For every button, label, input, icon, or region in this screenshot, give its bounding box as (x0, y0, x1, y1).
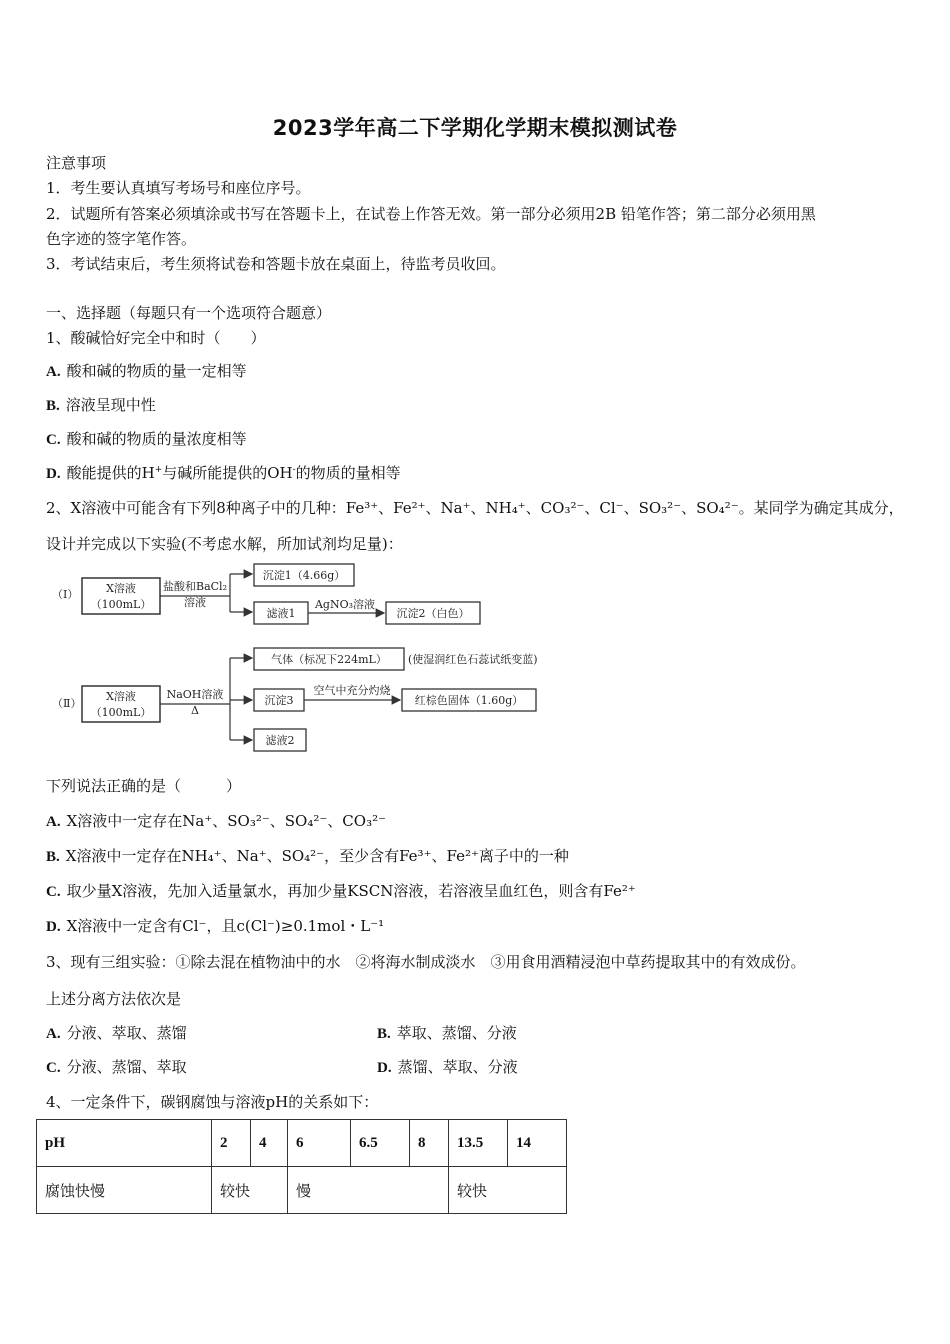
gas-note-text: (使湿润红色石蕊试纸变蓝) (408, 653, 538, 666)
reagent-1-text: 盐酸和BaCl₂ (163, 580, 227, 593)
page-title: 2023学年高二下学期化学期末模拟测试卷 (272, 116, 678, 140)
q1-stem: 1、酸碱恰好完全中和时（ ） (46, 329, 266, 347)
burn-text: 空气中充分灼烧 (313, 684, 391, 697)
option-letter: D. (46, 919, 61, 935)
q2-stem: 2、X溶液中可能含有下列8种离子中的几种：Fe³⁺、Fe²⁺、Na⁺、NH₄⁺、CO₃²⁻、Cl⁻、SO₃²⁻、SO₄²⁻。某同学为确定其成分， (46, 499, 904, 517)
filtrate1-text: 滤液1 (266, 607, 296, 620)
x-solution-2-text: X溶液 (106, 690, 136, 703)
q3-option-a[interactable] (46, 1022, 187, 1043)
option-letter: C. (46, 432, 61, 448)
x-solution-1-text: X溶液 (106, 582, 136, 595)
q3-option-d[interactable] (377, 1056, 518, 1077)
table-cell: 4 (251, 1120, 288, 1167)
table-cell: 腐蚀快慢 (37, 1167, 212, 1214)
table-cell: 6 (288, 1120, 351, 1167)
option-text: 的物质的量相等 (295, 464, 401, 482)
table-cell: 慢 (288, 1167, 449, 1214)
q1-option-c[interactable] (46, 428, 247, 449)
option-letter: A. (46, 1026, 61, 1042)
ppt1-text: 沉淀1（4.66g） (262, 569, 346, 582)
table-cell: pH (37, 1120, 212, 1167)
option-text: 与碱所能提供的OH (162, 464, 293, 482)
label-part-2: （Ⅱ） (52, 697, 82, 710)
agno3-text: AgNO₃溶液 (314, 598, 376, 611)
option-letter: B. (377, 1026, 391, 1042)
x-solution-2-volume: （100mL） (90, 706, 152, 719)
q3-ask: 上述分离方法依次是 (46, 990, 182, 1008)
option-letter: A. (46, 814, 61, 830)
option-text: X溶液中一定含有Cl⁻，且c(Cl⁻)≥0.1mol・L⁻¹ (66, 917, 385, 935)
table-row (37, 1167, 567, 1214)
option-letter: D. (46, 466, 61, 482)
table-row (37, 1120, 567, 1167)
q1-option-a[interactable] (46, 360, 247, 381)
ppt2-text: 沉淀2（白色） (396, 607, 470, 620)
option-letter: C. (46, 884, 61, 900)
q3-option-c[interactable] (46, 1056, 187, 1077)
table-cell: 8 (410, 1120, 449, 1167)
option-text: 酸和碱的物质的量一定相等 (66, 362, 247, 380)
option-text: 分液、蒸馏、萃取 (66, 1058, 187, 1076)
ph-corrosion-table (36, 1119, 567, 1214)
option-letter: B. (46, 398, 60, 414)
q2-option-c[interactable] (46, 880, 636, 901)
notice-item-2: 2．试题所有答案必须填涂或书写在答题卡上，在试卷上作答无效。第一部分必须用2B 铅笔作答；第二部分必须用黑 (46, 205, 816, 223)
table-cell: 较快 (449, 1167, 567, 1214)
gas-text: 气体（标况下224mL） (271, 653, 387, 666)
option-text: 酸能提供的H (66, 464, 155, 482)
option-text: 溶液呈现中性 (65, 396, 156, 414)
table-cell: 14 (508, 1120, 567, 1167)
notice-item-1: 1．考生要认真填写考场号和座位序号。 (46, 179, 311, 197)
option-sup: + (154, 465, 163, 475)
q1-option-b[interactable] (46, 394, 156, 415)
option-letter: C. (46, 1060, 61, 1076)
q2-option-d[interactable] (46, 915, 384, 936)
reagent-1-text-2: 溶液 (184, 596, 206, 609)
x-solution-1-volume: （100mL） (90, 598, 152, 611)
option-text: X溶液中一定存在NH₄⁺、Na⁺、SO₄²⁻，至少含有Fe³⁺、Fe²⁺离子中的一种 (65, 847, 569, 865)
section-heading: 一、选择题（每题只有一个选项符合题意） (46, 304, 332, 322)
notice-item-2-cont: 色字迹的签字笔作答。 (46, 230, 197, 248)
option-letter: D. (377, 1060, 392, 1076)
q4-stem: 4、一定条件下，碳钢腐蚀与溶液pH的关系如下： (46, 1093, 379, 1111)
q2-option-b[interactable] (46, 845, 569, 866)
solid-text: 红棕色固体（1.60g） (414, 694, 524, 707)
q2-ask: 下列说法正确的是（ ） (46, 777, 242, 795)
q2-stem-cont: 设计并完成以下实验(不考虑水解，所加试剂均足量)： (46, 535, 403, 553)
option-letter: B. (46, 849, 60, 865)
table-cell: 较快 (212, 1167, 288, 1214)
option-sup: - (292, 465, 296, 475)
experiment-flow-diagram (40, 560, 580, 760)
notice-item-3: 3．考试结束后，考生须将试卷和答题卡放在桌面上，待监考员收回。 (46, 255, 506, 273)
q3-stem: 3、现有三组实验：①除去混在植物油中的水 ②将海水制成淡水 ③用食用酒精浸泡中草药提取其中的有效成份。 (46, 953, 806, 971)
option-text: 分液、萃取、蒸馏 (66, 1024, 187, 1042)
q2-option-a[interactable] (46, 810, 386, 831)
option-text: 萃取、蒸馏、分液 (396, 1024, 517, 1042)
option-text: 酸和碱的物质的量浓度相等 (66, 430, 247, 448)
q1-option-d[interactable] (46, 462, 401, 483)
option-text: 取少量X溶液，先加入适量氯水，再加少量KSCN溶液，若溶液呈血红色，则含有Fe²⁺ (66, 882, 636, 900)
option-letter: A. (46, 364, 61, 380)
notice-heading: 注意事项 (46, 154, 107, 172)
option-text: 蒸馏、萃取、分液 (397, 1058, 518, 1076)
ppt3-text: 沉淀3 (264, 694, 294, 707)
label-part-1: （Ⅰ） (52, 588, 79, 601)
option-text: X溶液中一定存在Na⁺、SO₃²⁻、SO₄²⁻、CO₃²⁻ (66, 812, 387, 830)
table-cell: 6.5 (351, 1120, 410, 1167)
reagent-2-text: NaOH溶液 (166, 688, 224, 701)
table-cell: 13.5 (449, 1120, 508, 1167)
reagent-2-text-2: Δ (191, 704, 199, 717)
table-cell: 2 (212, 1120, 251, 1167)
q3-option-b[interactable] (377, 1022, 517, 1043)
filtrate2-text: 滤液2 (265, 734, 295, 747)
